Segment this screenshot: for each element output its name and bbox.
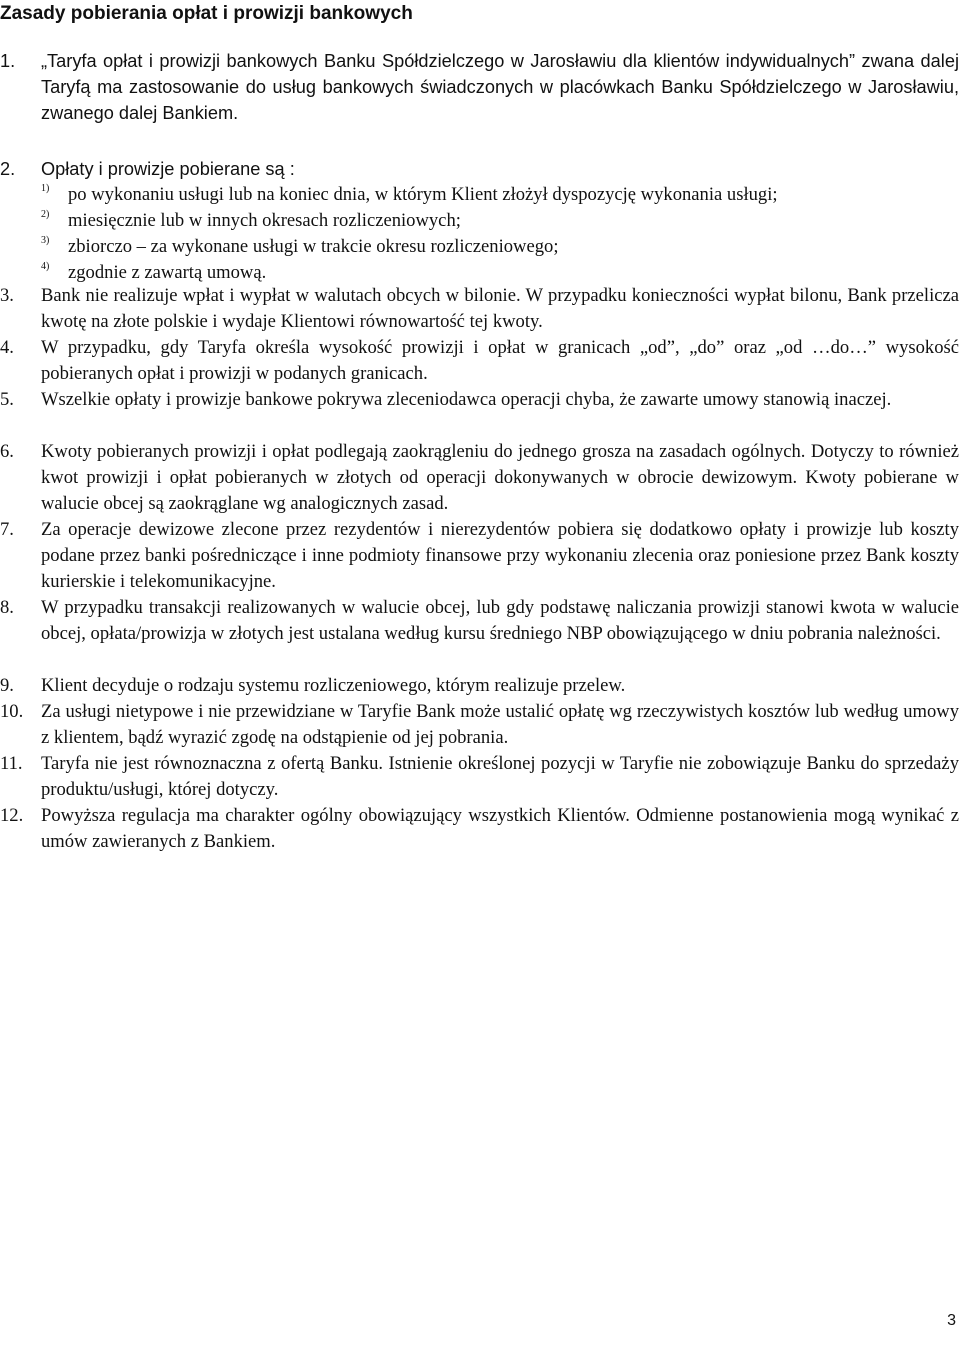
- clause-number: 1.: [0, 51, 16, 71]
- clause-text: Klient decyduje o rodzaju systemu rozliczeniowego, którym realizuje przelew.: [41, 675, 626, 696]
- page-number: 3: [947, 1312, 956, 1329]
- clause-5: [0, 387, 960, 413]
- clause-text: W przypadku, gdy Taryfa określa wysokość prowizji i opłat w granicach „od”, „do” oraz „od …do…” wysokość pobieranych opłat i prowizji w podanych granicach.: [41, 337, 959, 384]
- subitem-text: zgodnie z zawartą umową.: [68, 262, 267, 283]
- clause-number: 10.: [0, 701, 24, 722]
- clause-number: 5.: [0, 389, 14, 410]
- clause-3: [0, 283, 960, 335]
- clause-number: 4.: [0, 337, 14, 358]
- clause-text: Bank nie realizuje wpłat i wypłat w walutach obcych w bilonie. W przypadku konieczności wypłat bilonu, Bank przelicza kwotę na złote polskie i wydaje Klientowi równowartość tej kwoty.: [41, 285, 959, 332]
- clause-text: Wszelkie opłaty i prowizje bankowe pokrywa zleceniodawca operacji chyba, że zawarte umowy stanowią inaczej.: [41, 389, 892, 410]
- subitem-text: zbiorczo – za wykonane usługi w trakcie okresu rozliczeniowego;: [68, 236, 559, 257]
- clause-2: [0, 156, 960, 182]
- clause-9: [0, 673, 960, 699]
- clause-10: [0, 699, 960, 751]
- clause-12: [0, 803, 960, 855]
- clause-text: W przypadku transakcji realizowanych w walucie obcej, lub gdy podstawę naliczania prowizji stanowi kwota w walucie obcej, opłata/prowizja w złotych jest ustalana według kursu średniego NBP obowiązującego w dniu pobrania należności.: [41, 597, 959, 644]
- clause-number: 11.: [0, 753, 23, 774]
- clause-number: 7.: [0, 519, 14, 540]
- clause-11: [0, 751, 960, 803]
- subitem-number: 2): [41, 209, 50, 220]
- clause-number: 3.: [0, 285, 14, 306]
- subitem-number: 1): [41, 183, 50, 194]
- clause-7: [0, 517, 960, 595]
- clause-6: [0, 439, 960, 517]
- clause-1: [0, 48, 960, 126]
- subitem-text: miesięcznie lub w innych okresach rozliczeniowych;: [68, 210, 461, 231]
- subitem-3: [41, 234, 960, 260]
- clause-text: Opłaty i prowizje pobierane są :: [41, 159, 295, 179]
- subitem-2: [41, 208, 960, 234]
- clause-number: 2.: [0, 159, 16, 179]
- subitem-number: 3): [41, 235, 50, 246]
- clause-text: Taryfa nie jest równoznaczna z ofertą Banku. Istnienie określonej pozycji w Taryfie nie zobowiązuje Banku do sprzedaży produktu/usługi, której dotyczy.: [41, 753, 959, 800]
- clause-text: Za operacje dewizowe zlecone przez rezydentów i nierezydentów pobiera się dodatkowo opłaty i prowizje lub koszty podane przez banki pośredniczące i inne podmioty finansowe przy wykonaniu zlecenia oraz poniesione przez Bank koszty kurierskie i telekomunikacyjne.: [41, 519, 959, 592]
- clause-text: Kwoty pobieranych prowizji i opłat podlegają zaokrągleniu do jednego grosza na zasadach ogólnych. Dotyczy to również kwot prowizji i opłat pobieranych w złotych od operacji dokonywanych w obrocie dewizowym. Kwoty pobierane w walucie obcej są zaokrąglane wg analogicznych zasad.: [41, 441, 959, 514]
- clause-number: 6.: [0, 441, 14, 462]
- subitem-1: [41, 182, 960, 208]
- subitem-text: po wykonaniu usługi lub na koniec dnia, w którym Klient złożył dyspozycję wykonania usługi;: [68, 184, 778, 205]
- clause-text: Powyższa regulacja ma charakter ogólny obowiązujący wszystkich Klientów. Odmienne postanowienia mogą wynikać z umów zawieranych z Bankiem.: [41, 805, 959, 852]
- clause-8: [0, 595, 960, 647]
- clause-number: 8.: [0, 597, 14, 618]
- clause-number: 9.: [0, 675, 14, 696]
- clause-4: [0, 335, 960, 387]
- clause-text: Za usługi nietypowe i nie przewidziane w Taryfie Bank może ustalić opłatę wg rzeczywistych kosztów lub według umowy z klientem, bądź wyrazić zgodę na odstąpienie od jej pobrania.: [41, 701, 959, 748]
- clause-2-subitems: [0, 182, 960, 286]
- clause-text: „Taryfa opłat i prowizji bankowych Banku Spółdzielczego w Jarosławiu dla klientów indywidualnych” zwana dalej Taryfą ma zastosowanie do usług bankowych świadczonych w placówkach Banku Spółdzielczego w Jarosławiu, zwanego dalej Bankiem.: [41, 51, 959, 123]
- clause-number: 12.: [0, 805, 24, 826]
- page-title: Zasady pobierania opłat i prowizji bankowych: [0, 3, 413, 24]
- subitem-number: 4): [41, 261, 50, 272]
